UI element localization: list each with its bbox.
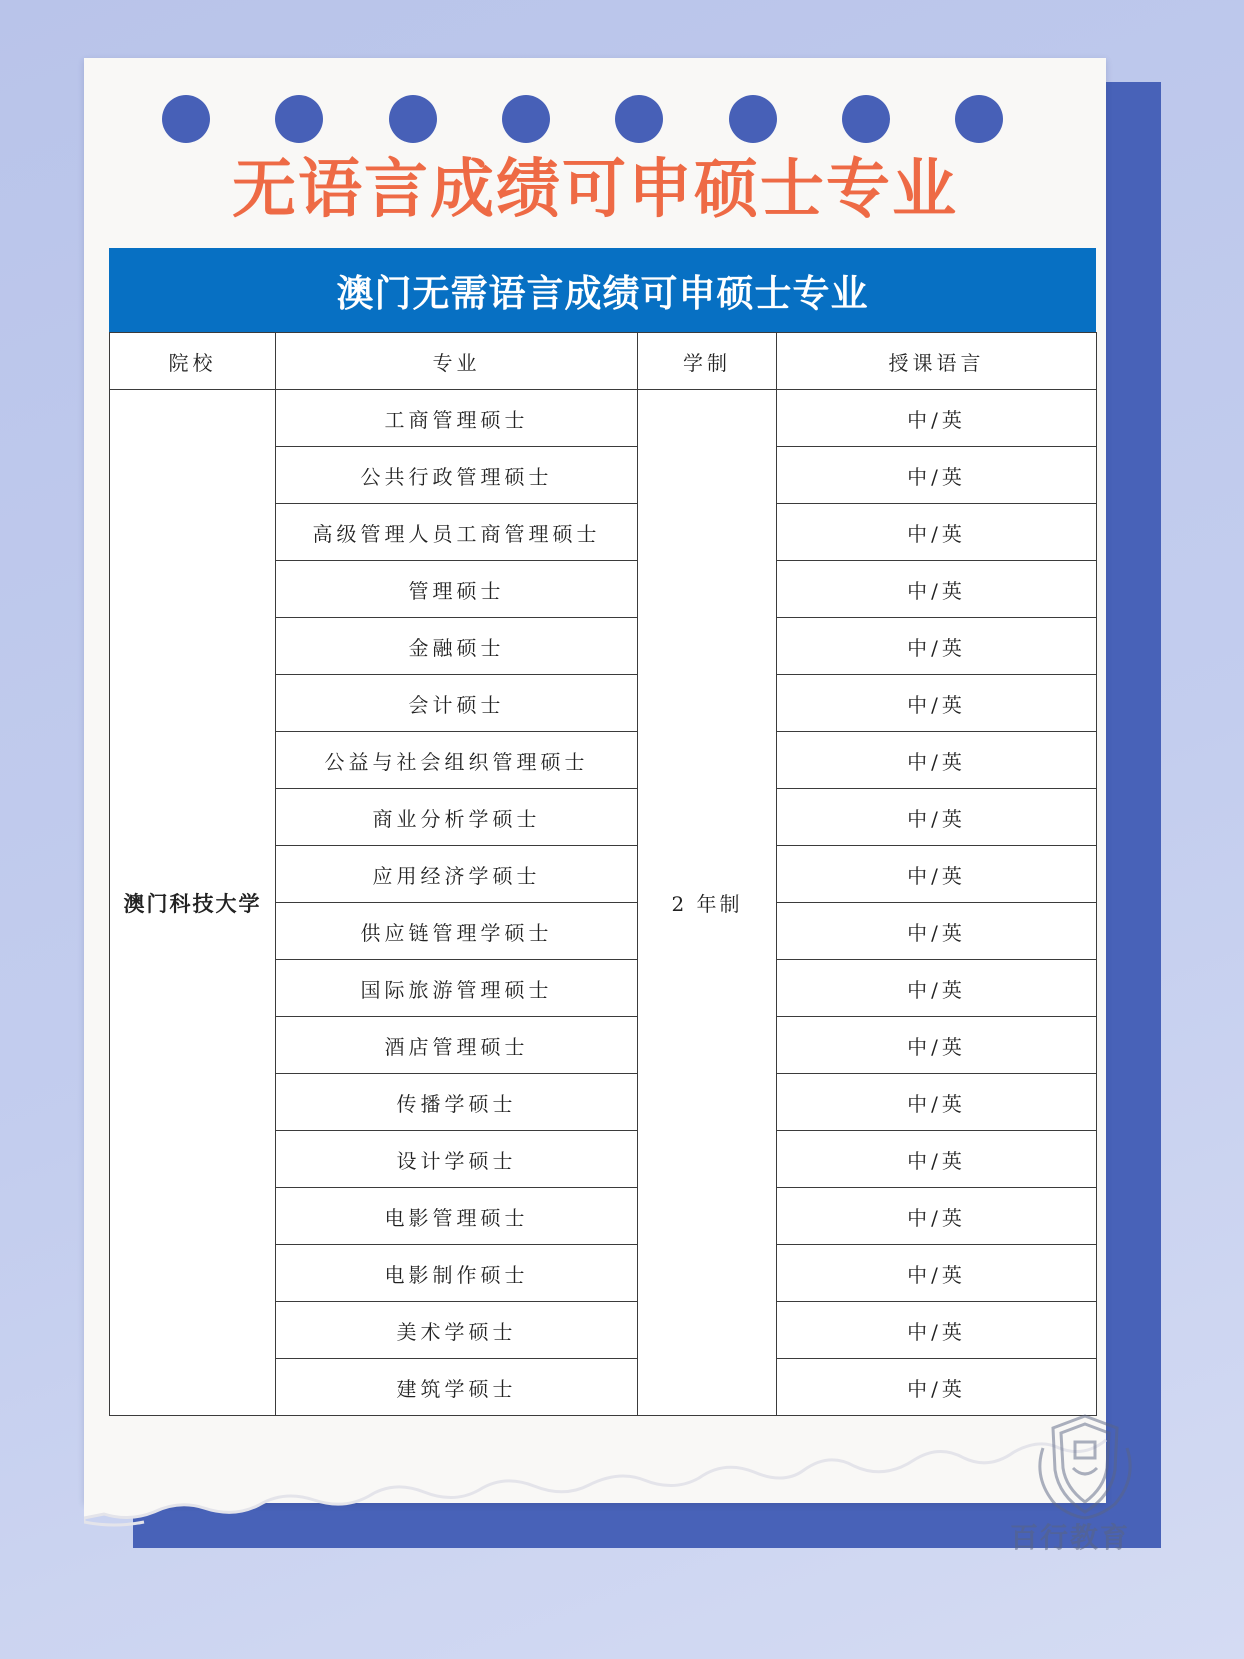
table-row xyxy=(110,390,1097,447)
majors-table xyxy=(109,332,1097,1416)
table-body xyxy=(110,390,1097,1416)
binder-hole xyxy=(162,95,210,143)
binder-hole xyxy=(729,95,777,143)
table-heading: 澳门无需语言成绩可申硕士专业 xyxy=(109,248,1096,332)
column-header-language: 授课语言 xyxy=(777,333,1097,390)
language-cell: 中/英 xyxy=(777,1302,1097,1359)
binder-hole xyxy=(842,95,890,143)
major-cell: 会计硕士 xyxy=(276,675,638,732)
language-cell: 中/英 xyxy=(777,618,1097,675)
table-header-row xyxy=(110,333,1097,390)
binder-hole xyxy=(275,95,323,143)
major-cell: 公共行政管理硕士 xyxy=(276,447,638,504)
binder-holes xyxy=(162,95,1012,145)
language-cell: 中/英 xyxy=(777,960,1097,1017)
language-cell: 中/英 xyxy=(777,1017,1097,1074)
language-cell: 中/英 xyxy=(777,1245,1097,1302)
major-cell: 工商管理硕士 xyxy=(276,390,638,447)
language-cell: 中/英 xyxy=(777,789,1097,846)
language-cell: 中/英 xyxy=(777,1188,1097,1245)
language-cell: 中/英 xyxy=(777,1359,1097,1416)
torn-paper-edge xyxy=(84,1430,1161,1560)
major-cell: 公益与社会组织管理硕士 xyxy=(276,732,638,789)
major-cell: 美术学硕士 xyxy=(276,1302,638,1359)
language-cell: 中/英 xyxy=(777,561,1097,618)
major-cell: 供应链管理学硕士 xyxy=(276,903,638,960)
language-cell: 中/英 xyxy=(777,903,1097,960)
binder-hole xyxy=(389,95,437,143)
major-cell: 应用经济学硕士 xyxy=(276,846,638,903)
binder-hole xyxy=(615,95,663,143)
language-cell: 中/英 xyxy=(777,504,1097,561)
column-header-duration: 学制 xyxy=(638,333,777,390)
language-cell: 中/英 xyxy=(777,675,1097,732)
school-cell: 澳门科技大学 xyxy=(110,390,276,1416)
language-cell: 中/英 xyxy=(777,390,1097,447)
language-cell: 中/英 xyxy=(777,1131,1097,1188)
language-cell: 中/英 xyxy=(777,1074,1097,1131)
binder-hole xyxy=(502,95,550,143)
column-header-major: 专业 xyxy=(276,333,638,390)
page-title: 无语言成绩可申硕士专业 xyxy=(232,152,958,227)
major-cell: 商业分析学硕士 xyxy=(276,789,638,846)
shield-laurel-logo-icon xyxy=(1025,1408,1145,1523)
major-cell: 电影管理硕士 xyxy=(276,1188,638,1245)
major-cell: 建筑学硕士 xyxy=(276,1359,638,1416)
binder-hole xyxy=(955,95,1003,143)
language-cell: 中/英 xyxy=(777,846,1097,903)
major-cell: 国际旅游管理硕士 xyxy=(276,960,638,1017)
major-cell: 设计学硕士 xyxy=(276,1131,638,1188)
language-cell: 中/英 xyxy=(777,447,1097,504)
major-cell: 电影制作硕士 xyxy=(276,1245,638,1302)
majors-table-container xyxy=(109,248,1096,1416)
major-cell: 金融硕士 xyxy=(276,618,638,675)
language-cell: 中/英 xyxy=(777,732,1097,789)
column-header-school: 院校 xyxy=(110,333,276,390)
major-cell: 酒店管理硕士 xyxy=(276,1017,638,1074)
watermark-text: 百行教育 xyxy=(1010,1521,1131,1554)
major-cell: 管理硕士 xyxy=(276,561,638,618)
major-cell: 传播学硕士 xyxy=(276,1074,638,1131)
major-cell: 高级管理人员工商管理硕士 xyxy=(276,504,638,561)
duration-cell: 2 年制 xyxy=(638,390,777,1416)
